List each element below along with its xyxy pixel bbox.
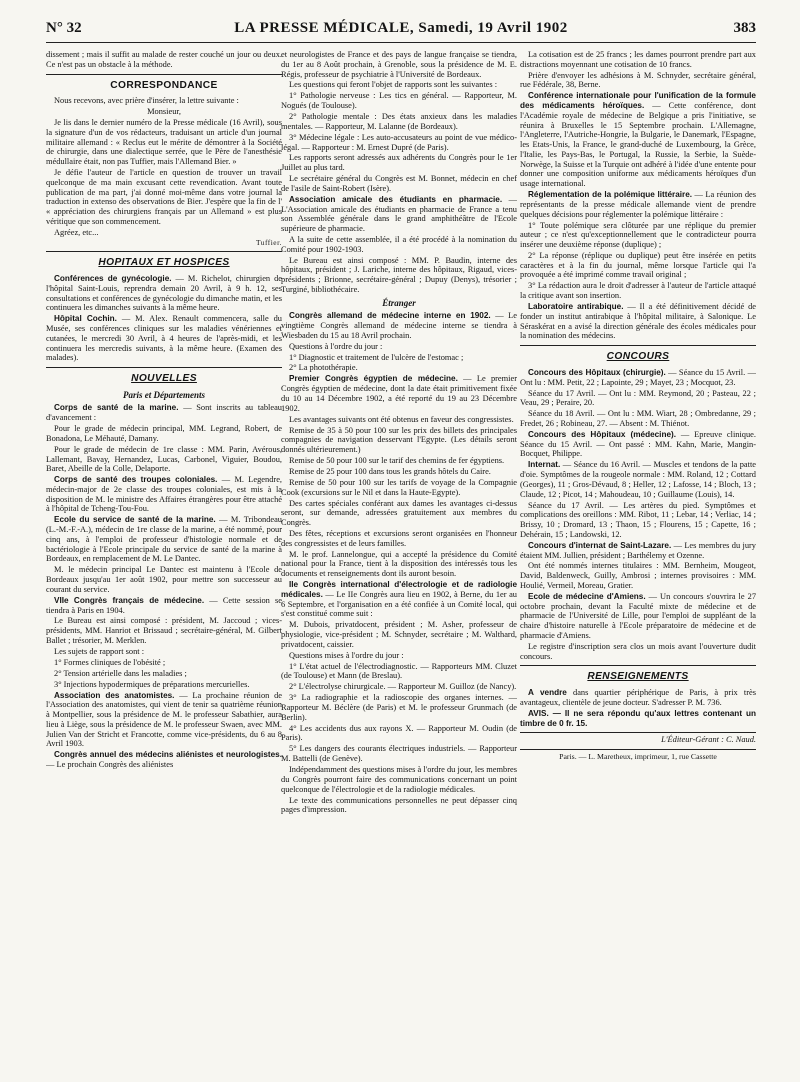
- section-heading-concours: CONCOURS: [606, 351, 670, 363]
- item-text: dans quartier périphérique de Paris, à prix très avantageux, clientèle de jeune docteur. S'adresser P. M. 736.: [520, 688, 756, 707]
- list-item: 4° Les accidents dus aux rayons X. — Rapporteur M. Oudin (de Paris).: [281, 723, 517, 743]
- item-title: Laboratoire antirabique.: [528, 302, 624, 312]
- news-item: [46, 750, 282, 770]
- item-title: VIIe Congrès français de médecine.: [54, 595, 205, 605]
- news-item: [46, 274, 282, 313]
- issue-number: N° 32: [46, 20, 82, 36]
- paragraph: Les avantages suivants ont été obtenus en faveur des congressistes.: [289, 414, 514, 424]
- article-continuation: dissement ; mais il suffit au malade de rester couché un jour ou deux. Ce n'est pas un obstacle à la méthode.: [46, 50, 282, 69]
- item-text: — Epreuve clinique. Séance du 15 Avril. — Ont passé : MM. Kahn, Marie, Mangin-Bocquet, Philippe.: [520, 429, 756, 459]
- paragraph: Remise de 50 pour 100 sur le tarif des chemins de fer égyptiens.: [289, 455, 505, 465]
- paragraph: Je défie l'auteur de l'article en question de trouver un travail quelconque de ma main excusant cette revendication. Avant toute publication de ma part, j'ai donné moi-même dans votre journal la traduction in extenso des observations de Bier. J'espère que la fin de l' « appréciation des chirurgiens français par un Allemand » est plus véritique que son commencement.: [46, 168, 282, 226]
- notice: [520, 709, 756, 729]
- news-item: [520, 91, 756, 189]
- journal-title: LA PRESSE MÉDICALE, Samedi, 19 Avril 1902: [234, 20, 568, 36]
- section-heading-correspondance: CORRESPONDANCE: [110, 79, 218, 91]
- paragraph: Les questions qui feront l'objet de rapports sont les suivantes :: [289, 80, 498, 90]
- item-title: Ecole du service de santé de la marine.: [54, 515, 216, 525]
- item-title: Congrès allemand de médecine interne en 1902.: [289, 311, 491, 321]
- divider: [46, 251, 282, 252]
- subsection-heading: Étranger: [382, 297, 416, 308]
- item-text: — Le vingtième Congrès allemand de médecine interne se tiendra à Wiesbaden du 15 au 18 Avril prochain.: [281, 311, 517, 340]
- item-title: Conférence internationale pour l'unification de la formule des médicaments héroïques.: [520, 91, 756, 111]
- divider: [46, 367, 282, 368]
- divider: [520, 665, 756, 666]
- list-item: 1° Pathologie nerveuse : Les tics en général. — Rapporteur, M. Nogués (de Toulouse).: [281, 91, 517, 111]
- news-item: [46, 691, 282, 750]
- paragraph: Nous recevons, avec prière d'insérer, la lettre suivante :: [54, 96, 239, 106]
- item-text: — Il a été définitivement décidé de fonder un institut antirabique à l'hôpital militaire, à Salonique. Le Séraskérat en a avisé la direction générale des écoles médicales pour la nomination des médecins.: [520, 302, 756, 341]
- news-item: [46, 475, 282, 514]
- item-text: — Le IIe Congrès aura lieu en 1902, à Berne, du 1er au 6 Septembre, et l'organisation en a été confiée à un Comité local, qui s'est constitué comme suit :: [281, 589, 517, 619]
- paragraph: Des fêtes, réceptions et excursions seront organisées en l'honneur des congressistes et de leurs familles.: [281, 528, 517, 548]
- item-title: Association amicale des étudiants en pharmacie.: [289, 194, 503, 204]
- item-title: Concours des Hôpitaux (médecine).: [528, 429, 677, 439]
- item-text: — M. Richelot, chirurgien de l'hôpital Saint-Louis, reprendra demain 20 Avril, à 9 h. 12, ses consultations et conférences de gynécologie du dimanche matin, et les continuera les dimanches suivants à la même heure.: [46, 274, 282, 313]
- article-continuation: et neurologistes de France et des pays de langue française se tiendra, du 1er au 8 Août prochain, à Grenoble, sous la présidence de M. E. Régis, professeur de psychiatrie à l'Université de Bordeaux.: [281, 50, 517, 79]
- paragraph: Des cartes spéciales conférant aux dames les avantages ci-dessus seront, sur demande, adressées gratuitement aux membres du Congrès.: [281, 498, 517, 527]
- paragraph: Pour le grade de médecin principal, MM. Legrand, Robert, de Bonadona, Le Méhauté, Damany.: [46, 424, 282, 443]
- paragraph: Le Bureau est ainsi composé : président, M. Jaccoud ; vices-présidents, MM. Hanriot et Brissaud ; secrétaire-général, M. Gilbert Ballet ; trésorier, M. Merklen.: [46, 616, 282, 645]
- item-title: Hôpital Cochin.: [54, 314, 117, 324]
- paragraph: M. Dubois, privatdocent, président ; M. Asher, professeur de physiologie, vice-président ; M. Schnyder, secrétaire ; M. Walthard, privatdocent, caissier.: [281, 620, 517, 649]
- item-text: — La réunion des représentants de la presse médicale allemande vient de prendre quelques décisions pour réglementer la polémique littéraire :: [520, 190, 756, 219]
- paragraph: Séance du 17 Avril. — Les artères du pied. Symptômes et complications des oreillons : MM. Ribot, 11 ; Lebar, 14 ; Verliac, 14 ; Brissy, 10 ; Dromard, 13 ; Thaon, 15 ; Flourens, 15 ; Capette, 16 ; Dehérain, 15 ; Landowski, 12.: [520, 500, 756, 539]
- item-text: — La prochaine réunion de l'Association des anatomistes, qui vient de tenir sa quatrième réunion à Montpellier, sous la présidence de M. le professeur Sabathier, aura lieu à Liège, sous la présidence de M. le professeur Swaen, avec MM. Julien Van der Stricht et Francotte, comme vice-présidents, du 6 au 8 Avril 1903.: [46, 690, 282, 749]
- item-title: IIe Congrès international d'électrologie et de radiologie médicales.: [281, 580, 517, 599]
- editor-line: L'Éditeur-Gérant : C. Naud.: [661, 735, 756, 745]
- item-text: — Cette conférence, dont l'Académie royale de médecine de Belgique a pris l'initiative, se réunira à Bruxelles le 15 Septembre prochain. L'Allemagne, l'Angleterre, l'Autriche-Hongrie, la Bulgarie, le Danemark, l'Espagne, les Etats-Unis, la France, le grand-duché de Luxembourg, la Grèce, l'Italie, les Pays-Bas, le Portugal, la Russie, la Serbie, la Suède-Norwège, la Suisse et la Turquie ont adhéré à l'idée d'une entente pour donner une composition uniforme aux médicaments héroïques d'un usage international.: [520, 101, 756, 189]
- news-item: [520, 368, 756, 388]
- news-item: [520, 430, 756, 459]
- item-title: Association des anatomistes.: [54, 690, 175, 700]
- paragraph: Séance du 18 Avril. — Ont lu : MM. Wiart, 28 ; Ombredanne, 29 ; Fredet, 26 ; Robineau, 27. — Absent : M. Thiénot.: [520, 409, 756, 429]
- paragraph: Le registre d'inscription sera clos un mois avant l'ouverture dudit concours.: [520, 641, 756, 661]
- item-title: Premier Congrès égyptien de médecine.: [289, 374, 458, 384]
- list-item: 2° La photothérapie.: [289, 363, 358, 373]
- divider: [520, 345, 756, 346]
- printer-line: Paris. — L. Maretheux, imprimeur, 1, rue Cassette: [559, 752, 717, 762]
- news-item: [520, 592, 756, 641]
- list-item: 2° L'électrolyse chirurgicale. — Rapporteur M. Guilloz (de Nancy).: [289, 682, 517, 692]
- news-item: [46, 314, 282, 363]
- news-item: [281, 374, 517, 413]
- paragraph: Remise de 35 à 50 pour 100 sur les prix des billets des principales compagnies de navigation desservant l'Egypte. (Les détails seront donnés ultérieurement.): [281, 425, 517, 454]
- list-item: 1° Toute polémique sera clôturée par une réplique du premier auteur ; ce n'est qu'exceptionnellement que le contradicteur pourra insérer une deuxième réponse (duplique) ;: [520, 220, 756, 249]
- section-heading-nouvelles: NOUVELLES: [131, 373, 197, 385]
- item-text: — M. Legendre, médecin-major de 2e classe des troupes coloniales, est mis à la disposition de M. le ministre des Affaires étrangères pour être attaché à l'hôpital de Tcheng-Tou-Fou.: [46, 475, 282, 514]
- item-text: — M. Tribondeau (L.-M.-F.-A.), médecin de 1re classe de la marine, a été nommé, pour cinq ans, à l'emploi de professeur d'histologie normale et de bactériologie à l'Ecole principale du service de santé de la marine à Bordeaux, en remplacement de M. Le Dantec.: [46, 515, 282, 564]
- divider: [46, 74, 282, 75]
- divider: [520, 732, 756, 733]
- list-item: 1° Formes cliniques de l'obésité ;: [54, 657, 166, 667]
- list-item: 1° Diagnostic et traitement de l'ulcère de l'estomac ;: [289, 352, 464, 362]
- item-text: — Le prochain Congrès des aliénistes: [46, 760, 174, 770]
- item-text: — Un concours s'ouvrira le 27 octobre prochain, devant la Faculté mixte de médecine et de pharmacie de l'Université de Lille, pour l'emploi de suppléant de la chaire d'histoire naturelle à l'Ecole préparatoire de médecine et de pharmacie d'Amiens.: [520, 591, 756, 640]
- item-title: Corps de santé des troupes coloniales.: [54, 475, 218, 485]
- salutation: Monsieur,: [147, 107, 181, 117]
- news-item: [46, 403, 282, 423]
- list-item: 2° La réponse (réplique ou duplique) peut être insérée en petits caractères et à la fin du journal, même lorsque l'article qui l'a provoquée a été imprimé comme travail original ;: [520, 250, 756, 280]
- item-title: Congrès annuel des médecins aliénistes et neurologistes.: [54, 750, 282, 760]
- paragraph: Le Bureau est ainsi composé : MM. P. Baudin, interne des hôpitaux, président ; J. Lariche, interne des hôpitaux, Rigaud, vices-présidents ; Brionne, secrétaire-général ; Dupuy (Denys), trésorier ; Turginé, bibliothécaire.: [281, 255, 517, 294]
- item-text: — L'Association amicale des étudiants en pharmacie de France a tenu son Assemblée générale dans le grand amphithéâtre de l'Ecole supérieure de pharmacie.: [281, 194, 517, 234]
- paragraph: M. le médecin principal Le Dantec est maintenu à l'Ecole de Bordeaux jusqu'au 1er août 1902, pour mettre son successeur au courant du service.: [46, 565, 282, 594]
- list-item: 2° Pathologie mentale : Des états anxieux dans les maladies mentales. — Rapporteur, M. Lalanne (de Bordeaux).: [281, 112, 517, 131]
- paragraph: Le texte des communications personnelles ne peut dépasser cinq pages d'impression.: [281, 795, 517, 815]
- news-item: [46, 596, 282, 616]
- column-right: [520, 50, 756, 1075]
- paragraph: Indépendamment des questions mises à l'ordre du jour, les membres du Congrès pourront faire des communications concernant un point quelconque de l'électrologie et de la radiologie médicales.: [281, 765, 517, 794]
- paragraph: Je lis dans le dernier numéro de la Presse médicale (16 Avril), sous la signature d'un de vos rédacteurs, traduisant un article d'un journal militaire allemand : « Reclus eut le mérite de démontrer à la Société de chirurgie, dans une dialectique serrée, que le Père de l'anesthésie médullaire était, non pas Tuffier, mais l'Allemand Bier. »: [46, 118, 282, 167]
- column-left: [46, 50, 282, 1075]
- paragraph: Les sujets de rapport sont :: [54, 646, 145, 656]
- item-text: — Cette session se tiendra à Paris en 1904.: [46, 595, 282, 615]
- paragraph: La cotisation est de 25 francs ; les dames pourront prendre part aux distractions moyennant une cotisation de 10 francs.: [520, 50, 756, 69]
- item-title: A vendre: [528, 688, 567, 698]
- list-item: 5° Les dangers des courants électriques industriels. — Rapporteur M. Battelli (de Genève).: [281, 744, 517, 764]
- news-item: [520, 460, 756, 499]
- paragraph: Remise de 50 pour 100 sur les tarifs de voyage de la Compagnie Cook (excursions sur le Nil et dans la Haute-Egypte).: [281, 477, 517, 497]
- paragraph: M. le prof. Lannelongue, qui a accepté la présidence du Comité national pour la France, tient à la disposition des intéressés tous les documents et renseignements dont ils auront besoin.: [281, 549, 517, 579]
- news-item: [520, 302, 756, 341]
- paragraph: A la suite de cette assemblée, il a été procédé à la nomination du Comité pour 1902-1903.: [281, 235, 517, 254]
- paragraph: Le secrétaire général du Congrès est M. Bonnet, médecin en chef de l'asile de Saint-Robert (Isère).: [281, 174, 517, 193]
- item-text: — Sont inscrits au tableau d'avancement :: [46, 403, 282, 423]
- paragraph: Séance du 17 Avril. — Ont lu : MM. Reymond, 20 ; Pasteau, 22 ; Veau, 29 ; Peraire, 20.: [520, 388, 756, 408]
- item-title: Conférences de gynécologie.: [54, 274, 172, 284]
- news-item: [281, 580, 517, 619]
- list-item: 1° L'état actuel de l'électrodiagnostic. — Rapporteurs MM. Cluzet (de Toulouse) et Mann (de Breslau).: [281, 661, 517, 681]
- item-text: — Les membres du jury étaient MM. Jullien, président ; Barthélemy et Ozenne.: [520, 540, 756, 560]
- subsection-heading: Paris et Départements: [123, 389, 205, 400]
- item-text: — Séance du 15 Avril. — Ont lu : MM. Petit, 22 ; Lapointe, 29 ; Mayet, 23 ; Mocquot, 23.: [520, 367, 756, 387]
- column-middle: [281, 50, 517, 1075]
- list-item: 2° Tension artérielle dans les maladies ;: [54, 668, 187, 678]
- news-item: [46, 515, 282, 564]
- news-item: [281, 311, 517, 340]
- paragraph: Questions mises à l'ordre du jour :: [289, 650, 404, 660]
- item-title: Internat.: [528, 460, 561, 470]
- list-item: 3° Injections hypodermiques de préparations mercurielles.: [54, 679, 250, 689]
- paragraph: Les rapports seront adressés aux adhérents du Congrès pour le 1er Juillet au plus tard.: [281, 153, 517, 173]
- signature: Tuffier.: [256, 237, 282, 247]
- paragraph: Pour le grade de médecin de 1re classe : MM. Parin, Avérous, Lallemant, Bavay, Hernandez, Lucas, Carbonel, Viguier, Boudou, Baret, Abeille de la Colle, Delaporte.: [46, 444, 282, 474]
- page-header: [46, 20, 756, 43]
- section-heading-renseignements: RENSEIGNEMENTS: [587, 671, 689, 683]
- classified-item: [520, 688, 756, 708]
- news-item: [520, 541, 756, 561]
- section-heading-hopitaux: HOPITAUX ET HOSPICES: [98, 257, 230, 269]
- item-title: Concours des Hôpitaux (chirurgie).: [528, 367, 666, 377]
- page-number: 383: [733, 20, 756, 36]
- closing: Agréez, etc...: [54, 227, 99, 237]
- divider: [520, 749, 756, 750]
- news-item: [520, 190, 756, 219]
- list-item: 3° La rédaction aura le droit d'adresser à l'auteur de l'article attaqué la critique avant son insertion.: [520, 281, 756, 301]
- paragraph: Remise de 25 pour 100 dans tous les grands hôtels du Caire.: [289, 466, 491, 476]
- list-item: 3° La radiographie et la radioscopie des organes internes. — Rapporteur M. Béclère (de Paris) et M. le professeur Grunmach (de Berlin).: [281, 693, 517, 722]
- item-title: Concours d'internat de Saint-Lazare.: [528, 540, 672, 550]
- item-title: AVIS. — Il ne sera répondu qu'aux lettres contenant un timbre de 0 fr. 15.: [520, 708, 756, 728]
- paragraph: Prière d'envoyer les adhésions à M. Schnyder, secrétaire général, rue Fédérale, 38, Berne.: [520, 70, 756, 90]
- paragraph: Questions à l'ordre du jour :: [289, 341, 383, 351]
- list-item: 3° Médecine légale : Les auto-accusateurs au point de vue médico-légal. — Rapporteur : M. Ernest Dupré (de Paris).: [281, 132, 517, 152]
- paragraph: Ont été nommés internes titulaires : MM. Bernheim, Mougeot, David, Baldenweck, Guilly, Ambrosi ; internes provisoires : MM. Houlié, Vermeil, Moreau, Gratier.: [520, 561, 756, 590]
- item-title: Réglementation de la polémique littéraire.: [528, 190, 693, 200]
- news-item: [281, 195, 517, 234]
- item-title: Corps de santé de la marine.: [54, 403, 179, 413]
- item-text: — Le premier Congrès égyptien de médecine, dont la date était primitivement fixée du 10 au 14 Décembre 1902, a été reporté du 19 au 23 Décembre 1902.: [281, 374, 517, 413]
- item-title: Ecole de médecine d'Amiens.: [528, 591, 646, 601]
- item-text: — Séance du 16 Avril. — Muscles et tendons de la patte d'oie. Symptômes de la rougeole normale : MM. Roland, 12 ; Cottard (Georges), 11 ; Gros-Dévaud, 8 ; Heller, 12 ; Lafosse, 14 ; Bloch, 13 ; Claude, 12 ; Picot, 14 ; Mahoudeau, 10 ; Guillaume (Louis), 14.: [520, 460, 756, 499]
- item-text: — M. Alex. Renault commencera, salle du Musée, ses conférences cliniques sur les maladies vénériennes et cutanées, le mercredi 30 Avril, à 4 heures de l'après-midi, et les continuera les mercredis suivants, à la même heure. (Examen des malades).: [46, 314, 282, 363]
